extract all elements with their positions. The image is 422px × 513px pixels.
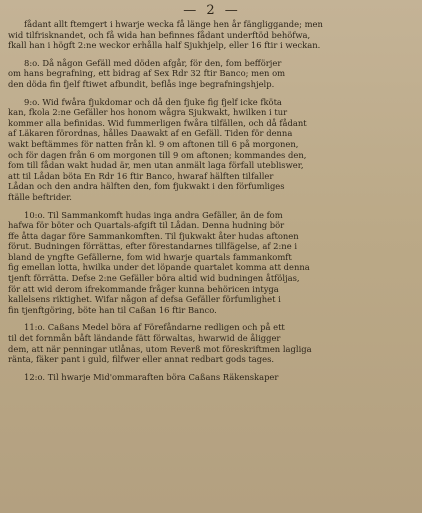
paragraph	[8, 19, 416, 51]
text-line: af Läkaren förordnas, hålles Daawakt af en Gefäll. Tiden för denna	[8, 128, 293, 139]
text-line: ftälle beftrider.	[8, 191, 72, 202]
text-line: för att wid derom ifrekommande fråger kunna behöricen intyga	[8, 283, 279, 294]
paragraph	[8, 210, 416, 316]
text-line: fom till fådan wakt hudad är, men utan anmält laga förfall utebliswer,	[8, 160, 304, 171]
text-line: fkall han i högft 2:ne weckor erhålla half Sjukhjelp, eller 16 ftir i weckan.	[8, 40, 321, 51]
document-body	[8, 19, 416, 382]
text-line: wid tilfrisknandet, och få wida han befinnes fådant underftöd behöfwa,	[8, 29, 311, 40]
page-number: — 2 —	[183, 3, 241, 18]
text-line: kan, fkola 2:ne Gefäller hos honom wågra Sjukwakt, hwilken i tur	[8, 107, 288, 118]
text-line: kallelsens riktighet. Wifar någon af defsa Gefäller förfumlighet i	[8, 294, 281, 305]
text-line: 11:o. Caßans Medel böra af Förefåndarne redligen och på ett	[24, 322, 285, 333]
text-line: fådant allt ftemgert i hwarje wecka få länge hen år fängliggande; men	[24, 19, 323, 29]
text-line: förut. Budningen förrättas, efter förestandarnes tillfägelse, af 2:ne i	[8, 241, 297, 252]
paragraph	[8, 322, 416, 364]
text-line: att til Lådan böta En Rdr 16 ftir Banco, hwaraf hälften tilfaller	[8, 170, 274, 181]
paragraph	[8, 58, 416, 90]
text-line: fin tjenftgöring, böte han til Caßan 16 ftir Banco.	[8, 304, 217, 315]
text-line: dem, att när penningar utlånas, utom Reverß mot föreskriftmen lagliga	[8, 343, 312, 354]
text-line: om hans begrafning, ett bidrag af Sex Rdr 32 ftir Banco; men om	[8, 68, 286, 79]
text-line: den döda fin fjelf ftiwet afbundit, beflås inge begrafningshjelp.	[8, 78, 275, 89]
text-line: 12:o. Til hwarje Mid'ommaraften böra Caßans Räkenskaper	[24, 371, 279, 382]
text-line: fig emellan lotta, hwilka under det löpande quartalet komma att denna	[8, 262, 310, 273]
text-line: 9:o. Wid fwåra fjukdomar och då den fjuke fig fjelf icke fköta	[24, 96, 282, 107]
text-line: 8:o. Då någon Gefäll med döden afgår, för den, fom befförjer	[24, 57, 282, 68]
text-line: och för dagen från 6 om morgonen till 9 om aftonen; kommandes den,	[8, 149, 307, 160]
text-line: kommer alla befinidas. Wid fummerligen fwåra tilfällen, och då fådant	[8, 117, 307, 128]
text-line: bland de yngfte Gefällerne, fom wid hwarje quartals fammankomft	[8, 251, 292, 262]
text-line: wakt beftämmes för natten från kl. 9 om aftonen till 6 på morgonen,	[8, 138, 299, 149]
text-line: 10:o. Til Sammankomft hudas inga andra Gefäller, än de fom	[24, 209, 283, 220]
text-line: Lådan och den andra hälften den, fom fjukwakt i den förfumliges	[8, 181, 285, 192]
text-line: ränta, fäker pant i guld, filfwer eller annat redbart gods tages.	[8, 354, 275, 365]
paragraph	[8, 372, 416, 383]
paragraph	[8, 97, 416, 203]
text-line: til det fornmån båft ländande fätt förwaltas, hwarwid de åligger	[8, 333, 281, 344]
text-line: ffe åtta dagar före Sammankomften. Til fjukwakt åter hudas aftonen	[8, 230, 299, 241]
text-line: tjenft förrätta. Defse 2:ne Gefäller böra altid wid budningen åtföljas,	[8, 273, 300, 284]
text-line: hafwa för böter och Quartals-afgift til Lådan. Denna hudning bör	[8, 220, 285, 231]
